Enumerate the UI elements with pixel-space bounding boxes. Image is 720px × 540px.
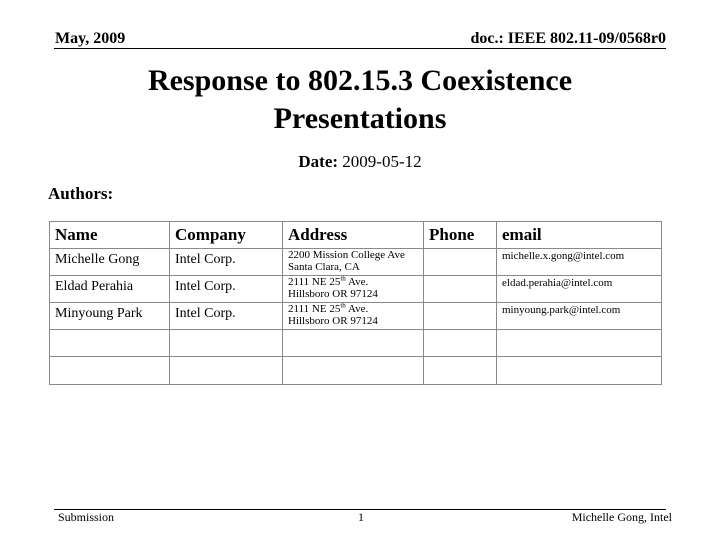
cell-name: Eldad Perahia	[50, 276, 170, 303]
address-line-2: Santa Clara, CA	[288, 261, 360, 273]
footer-submission: Submission	[58, 510, 115, 524]
address-line-1: 2111 NE 25th Ave.	[288, 302, 369, 315]
table-header-row	[50, 222, 662, 249]
cell-address	[283, 249, 424, 276]
title-line-2: Presentations	[273, 102, 447, 135]
address-line-2: Hillsboro OR 97124	[288, 288, 378, 300]
cell-phone	[424, 303, 497, 330]
header-company: Company	[170, 222, 283, 249]
empty-cell	[170, 330, 283, 357]
authors-label: Authors:	[48, 184, 114, 203]
header-phone: Phone	[424, 222, 497, 249]
empty-cell	[424, 357, 497, 385]
title-line-1: Response to 802.15.3 Coexistence	[147, 64, 573, 97]
empty-cell	[50, 357, 170, 385]
header-rule	[54, 48, 666, 49]
header-doc-id: doc.: IEEE 802.11-09/0568r0	[470, 30, 666, 47]
table-row	[50, 303, 662, 330]
authors-table	[49, 221, 662, 385]
cell-company: Intel Corp.	[170, 303, 283, 330]
cell-phone	[424, 249, 497, 276]
cell-address	[283, 276, 424, 303]
empty-cell	[50, 330, 170, 357]
header-address: Address	[283, 222, 424, 249]
cell-company: Intel Corp.	[170, 276, 283, 303]
table-row-empty	[50, 330, 662, 357]
cell-company: Intel Corp.	[170, 249, 283, 276]
table-row	[50, 249, 662, 276]
cell-name: Minyoung Park	[50, 303, 170, 330]
date-value: 2009-05-12	[342, 152, 422, 171]
date-label: Date:	[298, 152, 339, 171]
table-row	[50, 276, 662, 303]
header-date: May, 2009	[55, 30, 126, 47]
cell-phone	[424, 276, 497, 303]
empty-cell	[424, 330, 497, 357]
footer-author: Michelle Gong, Intel	[571, 510, 672, 524]
address-line-1: 2111 NE 25th Ave.	[288, 275, 369, 288]
header-email: email	[497, 222, 662, 249]
empty-cell	[283, 357, 424, 385]
empty-cell	[497, 357, 662, 385]
empty-cell	[283, 330, 424, 357]
date-line	[0, 152, 720, 172]
cell-email: michelle.x.gong@intel.com	[497, 249, 662, 276]
empty-cell	[170, 357, 283, 385]
cell-email: minyoung.park@intel.com	[497, 303, 662, 330]
address-line-1: 2200 Mission College Ave	[288, 249, 405, 261]
cell-address	[283, 303, 424, 330]
header-name: Name	[50, 222, 170, 249]
empty-cell	[497, 330, 662, 357]
cell-name: Michelle Gong	[50, 249, 170, 276]
address-line-2: Hillsboro OR 97124	[288, 315, 378, 327]
slide-title	[0, 62, 720, 138]
page-number: 1	[358, 510, 364, 524]
table-row-empty	[50, 357, 662, 385]
cell-email: eldad.perahia@intel.com	[497, 276, 662, 303]
